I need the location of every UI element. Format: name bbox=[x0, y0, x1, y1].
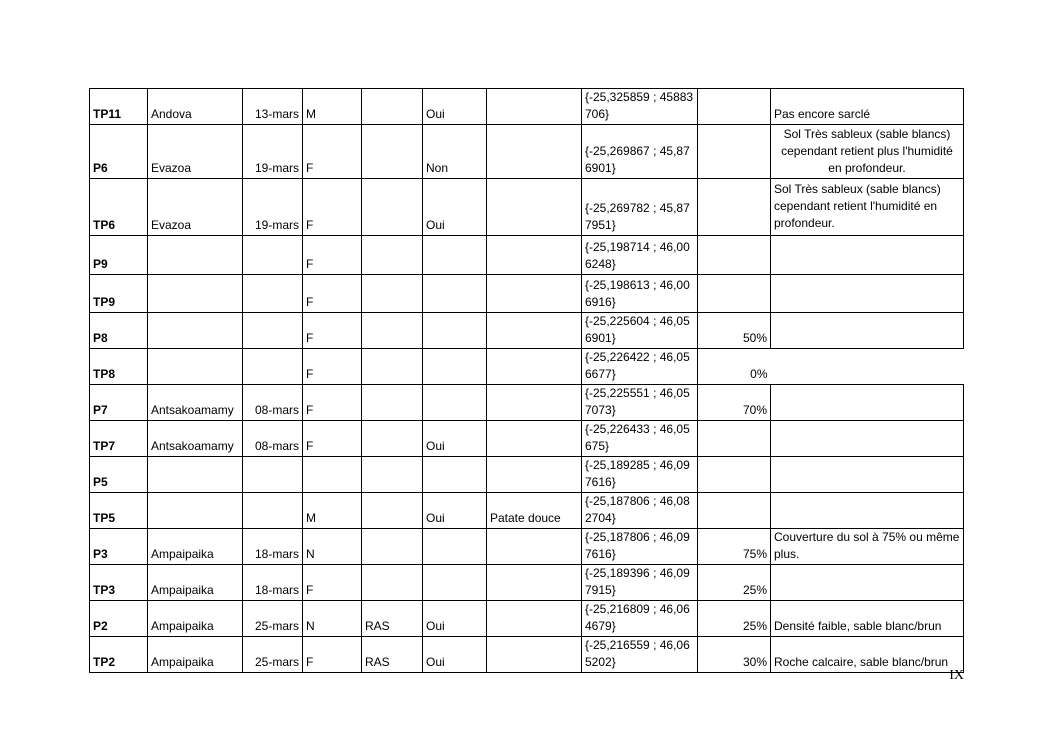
date-cell bbox=[243, 349, 303, 385]
coverage-percent-cell: 25% bbox=[698, 601, 771, 637]
remarks-cell: Pas encore sarclé bbox=[771, 89, 964, 125]
yes-no-cell: Non bbox=[423, 125, 487, 179]
observation-cell bbox=[362, 529, 423, 565]
table-row bbox=[90, 89, 964, 125]
row-id-cell: P6 bbox=[90, 125, 148, 179]
date-cell: 25-mars bbox=[243, 637, 303, 673]
row-id-cell: TP5 bbox=[90, 493, 148, 529]
date-cell: 08-mars bbox=[243, 421, 303, 457]
table-row bbox=[90, 313, 964, 349]
date-cell: 19-mars bbox=[243, 125, 303, 179]
date-cell: 25-mars bbox=[243, 601, 303, 637]
crop-cell bbox=[487, 125, 582, 179]
gps-coordinates-cell: {-25,189396 ; 46,097915} bbox=[582, 565, 698, 601]
remarks-cell bbox=[771, 236, 964, 275]
table-row bbox=[90, 529, 964, 565]
gps-coordinates-cell: {-25,187806 ; 46,097616} bbox=[582, 529, 698, 565]
sex-cell: M bbox=[303, 493, 362, 529]
table-row bbox=[90, 421, 964, 457]
date-cell: 18-mars bbox=[243, 565, 303, 601]
gps-coordinates-cell: {-25,269867 ; 45,876901} bbox=[582, 125, 698, 179]
observation-cell bbox=[362, 457, 423, 493]
crop-cell bbox=[487, 385, 582, 421]
sex-cell: F bbox=[303, 179, 362, 236]
row-id-cell: TP11 bbox=[90, 89, 148, 125]
yes-no-cell bbox=[423, 313, 487, 349]
sex-cell: N bbox=[303, 601, 362, 637]
coverage-percent-cell bbox=[698, 493, 771, 529]
row-id-cell: TP7 bbox=[90, 421, 148, 457]
row-id-cell: TP2 bbox=[90, 637, 148, 673]
coverage-percent-cell: 0% bbox=[698, 349, 771, 385]
yes-no-cell bbox=[423, 236, 487, 275]
date-cell bbox=[243, 457, 303, 493]
site-name-cell bbox=[148, 349, 243, 385]
crop-cell bbox=[487, 89, 582, 125]
row-id-cell: P9 bbox=[90, 236, 148, 275]
table-row bbox=[90, 385, 964, 421]
remarks-cell bbox=[771, 457, 964, 493]
date-cell: 18-mars bbox=[243, 529, 303, 565]
row-id-cell: P8 bbox=[90, 313, 148, 349]
gps-coordinates-cell: {-25,189285 ; 46,097616} bbox=[582, 457, 698, 493]
crop-cell bbox=[487, 275, 582, 313]
yes-no-cell: Oui bbox=[423, 493, 487, 529]
yes-no-cell bbox=[423, 385, 487, 421]
gps-coordinates-cell: {-25,325859 ; 45883706} bbox=[582, 89, 698, 125]
remarks-cell bbox=[771, 313, 964, 349]
yes-no-cell: Oui bbox=[423, 421, 487, 457]
coverage-percent-cell: 70% bbox=[698, 385, 771, 421]
remarks-cell bbox=[771, 565, 964, 601]
row-id-cell: TP9 bbox=[90, 275, 148, 313]
coverage-percent-cell bbox=[698, 275, 771, 313]
site-name-cell: Ampaipaika bbox=[148, 601, 243, 637]
yes-no-cell: Oui bbox=[423, 179, 487, 236]
date-cell bbox=[243, 493, 303, 529]
gps-coordinates-cell: {-25,269782 ; 45,877951} bbox=[582, 179, 698, 236]
sex-cell: F bbox=[303, 565, 362, 601]
date-cell: 19-mars bbox=[243, 179, 303, 236]
date-cell bbox=[243, 236, 303, 275]
row-id-cell: P5 bbox=[90, 457, 148, 493]
table-row bbox=[90, 349, 964, 385]
remarks-cell: Couverture du sol à 75% ou même plus. bbox=[771, 529, 964, 565]
sex-cell: F bbox=[303, 349, 362, 385]
sex-cell: F bbox=[303, 385, 362, 421]
page-number: IX bbox=[949, 668, 964, 683]
gps-coordinates-cell: {-25,198613 ; 46,006916} bbox=[582, 275, 698, 313]
site-name-cell: Evazoa bbox=[148, 125, 243, 179]
date-cell bbox=[243, 275, 303, 313]
observation-cell bbox=[362, 349, 423, 385]
observation-cell bbox=[362, 125, 423, 179]
remarks-cell: Sol Très sableux (sable blancs) cependant retient plus l'humidité en profondeur. bbox=[771, 125, 964, 179]
observation-cell bbox=[362, 236, 423, 275]
sex-cell: M bbox=[303, 89, 362, 125]
table-row bbox=[90, 493, 964, 529]
gps-coordinates-cell: {-25,187806 ; 46,082704} bbox=[582, 493, 698, 529]
crop-cell: Patate douce bbox=[487, 493, 582, 529]
observation-cell: RAS bbox=[362, 637, 423, 673]
crop-cell bbox=[487, 236, 582, 275]
yes-no-cell bbox=[423, 565, 487, 601]
observation-cell bbox=[362, 275, 423, 313]
coverage-percent-cell: 25% bbox=[698, 565, 771, 601]
observation-cell bbox=[362, 421, 423, 457]
observation-cell bbox=[362, 179, 423, 236]
table-row bbox=[90, 125, 964, 179]
gps-coordinates-cell: {-25,225551 ; 46,057073} bbox=[582, 385, 698, 421]
crop-cell bbox=[487, 179, 582, 236]
sex-cell: F bbox=[303, 421, 362, 457]
sex-cell: F bbox=[303, 236, 362, 275]
gps-coordinates-cell: {-25,226422 ; 46,056677} bbox=[582, 349, 698, 385]
observation-cell: RAS bbox=[362, 601, 423, 637]
date-cell: 08-mars bbox=[243, 385, 303, 421]
sex-cell: F bbox=[303, 125, 362, 179]
remarks-cell: Sol Très sableux (sable blancs) cependant retient l'humidité en profondeur. bbox=[771, 179, 964, 236]
site-name-cell: Ampaipaika bbox=[148, 529, 243, 565]
site-name-cell bbox=[148, 313, 243, 349]
crop-cell bbox=[487, 349, 582, 385]
yes-no-cell bbox=[423, 349, 487, 385]
date-cell bbox=[243, 313, 303, 349]
row-id-cell: TP6 bbox=[90, 179, 148, 236]
crop-cell bbox=[487, 637, 582, 673]
observation-cell bbox=[362, 89, 423, 125]
site-name-cell bbox=[148, 457, 243, 493]
row-id-cell: TP3 bbox=[90, 565, 148, 601]
gps-coordinates-cell: {-25,198714 ; 46,006248} bbox=[582, 236, 698, 275]
yes-no-cell: Oui bbox=[423, 637, 487, 673]
coverage-percent-cell bbox=[698, 89, 771, 125]
gps-coordinates-cell: {-25,216559 ; 46,065202} bbox=[582, 637, 698, 673]
remarks-cell bbox=[771, 275, 964, 313]
table-row bbox=[90, 457, 964, 493]
remarks-cell bbox=[771, 493, 964, 529]
table-row bbox=[90, 179, 964, 236]
coverage-percent-cell bbox=[698, 179, 771, 236]
table-row bbox=[90, 601, 964, 637]
crop-cell bbox=[487, 529, 582, 565]
coverage-percent-cell: 75% bbox=[698, 529, 771, 565]
site-name-cell bbox=[148, 275, 243, 313]
remarks-cell bbox=[771, 385, 964, 421]
site-name-cell bbox=[148, 236, 243, 275]
table-row bbox=[90, 236, 964, 275]
row-id-cell: P3 bbox=[90, 529, 148, 565]
remarks-cell bbox=[771, 349, 964, 385]
remarks-cell: Densité faible, sable blanc/brun bbox=[771, 601, 964, 637]
gps-coordinates-cell: {-25,216809 ; 46,064679} bbox=[582, 601, 698, 637]
data-table bbox=[89, 88, 964, 673]
sex-cell: N bbox=[303, 529, 362, 565]
remarks-cell: Roche calcaire, sable blanc/brun bbox=[771, 637, 964, 673]
yes-no-cell bbox=[423, 529, 487, 565]
yes-no-cell bbox=[423, 275, 487, 313]
coverage-percent-cell bbox=[698, 421, 771, 457]
observation-cell bbox=[362, 565, 423, 601]
yes-no-cell: Oui bbox=[423, 601, 487, 637]
row-id-cell: TP8 bbox=[90, 349, 148, 385]
remarks-cell bbox=[771, 421, 964, 457]
site-name-cell: Andova bbox=[148, 89, 243, 125]
crop-cell bbox=[487, 565, 582, 601]
crop-cell bbox=[487, 457, 582, 493]
coverage-percent-cell bbox=[698, 457, 771, 493]
coverage-percent-cell bbox=[698, 125, 771, 179]
observation-cell bbox=[362, 313, 423, 349]
sex-cell: F bbox=[303, 275, 362, 313]
observation-cell bbox=[362, 385, 423, 421]
yes-no-cell: Oui bbox=[423, 89, 487, 125]
sex-cell bbox=[303, 457, 362, 493]
table-row bbox=[90, 275, 964, 313]
crop-cell bbox=[487, 601, 582, 637]
observation-cell bbox=[362, 493, 423, 529]
crop-cell bbox=[487, 421, 582, 457]
coverage-percent-cell: 30% bbox=[698, 637, 771, 673]
table-row bbox=[90, 565, 964, 601]
row-id-cell: P2 bbox=[90, 601, 148, 637]
gps-coordinates-cell: {-25,226433 ; 46,05675} bbox=[582, 421, 698, 457]
row-id-cell: P7 bbox=[90, 385, 148, 421]
site-name-cell: Antsakoamamy bbox=[148, 421, 243, 457]
site-name-cell bbox=[148, 493, 243, 529]
crop-cell bbox=[487, 313, 582, 349]
sex-cell: F bbox=[303, 637, 362, 673]
sex-cell: F bbox=[303, 313, 362, 349]
yes-no-cell bbox=[423, 457, 487, 493]
date-cell: 13-mars bbox=[243, 89, 303, 125]
site-name-cell: Evazoa bbox=[148, 179, 243, 236]
coverage-percent-cell bbox=[698, 236, 771, 275]
site-name-cell: Antsakoamamy bbox=[148, 385, 243, 421]
coverage-percent-cell: 50% bbox=[698, 313, 771, 349]
site-name-cell: Ampaipaika bbox=[148, 637, 243, 673]
table-row bbox=[90, 637, 964, 673]
gps-coordinates-cell: {-25,225604 ; 46,056901} bbox=[582, 313, 698, 349]
site-name-cell: Ampaipaika bbox=[148, 565, 243, 601]
